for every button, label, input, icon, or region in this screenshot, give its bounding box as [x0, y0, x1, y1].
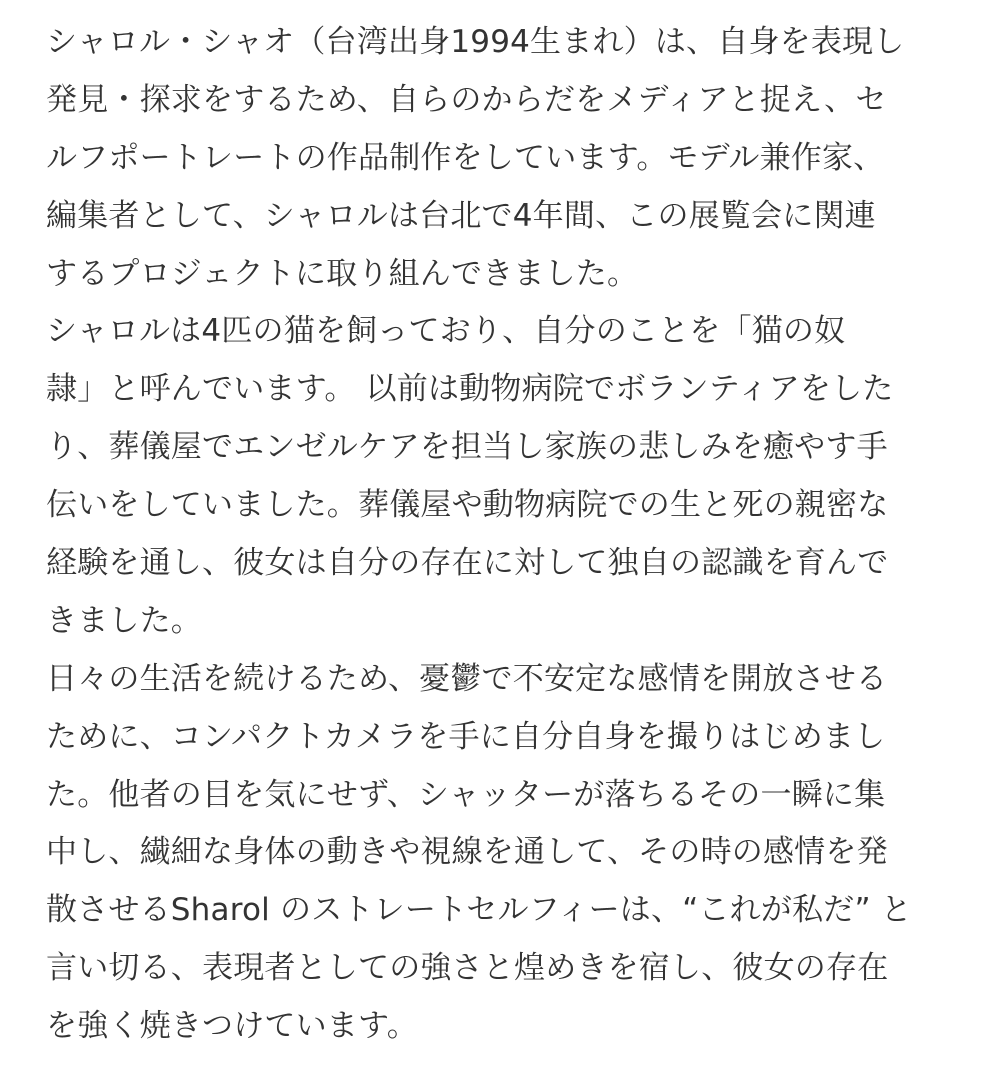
text-line: ルフポートレートの作品制作をしています。モデル兼作家、	[46, 139, 885, 176]
text-line: するプロジェクトに取り組んできました。	[46, 255, 639, 292]
article-body	[46, 14, 966, 1056]
text-line: 発見・探求をするため、自らのからだをメディアと捉え、セ	[46, 81, 887, 118]
paragraph-intro	[46, 14, 966, 303]
text-line: り、葬儀屋でエンゼルケアを担当し家族の悲しみを癒やす手	[46, 429, 888, 466]
text-line: きました。	[46, 602, 202, 639]
text-line: 日々の生活を続けるため、憂鬱で不安定な感情を開放させる	[46, 660, 888, 697]
text-line: 隷」と呼んでいます。 以前は動物病院でボランティアをした	[46, 371, 894, 408]
text-line: シャロルは4匹の猫を飼っており、自分のことを「猫の奴	[46, 313, 846, 350]
paragraph-selfie	[46, 651, 966, 1056]
paragraph-cats	[46, 303, 966, 650]
text-line: シャロル・シャオ（台湾出身1994生まれ）は、自身を表現し	[46, 24, 905, 60]
text-line: た。他者の目を気にせず、シャッターが落ちるその一瞬に集	[46, 776, 886, 813]
text-line: 伝いをしていました。葬儀屋や動物病院での生と死の親密な	[46, 487, 889, 524]
text-line: を強く焼きつけています。	[46, 1008, 418, 1045]
text-line: 言い切る、表現者としての強さと煌めきを宿し、彼女の存在	[46, 950, 889, 987]
text-line: 編集者として、シャロルは台北で4年間、この展覧会に関連	[46, 197, 876, 234]
text-line: 中し、繊細な身体の動きや視線を通して、その時の感情を発	[46, 834, 888, 871]
text-line: 経験を通し、彼女は自分の存在に対して独自の認識を育んで	[46, 545, 889, 582]
text-line: ために、コンパクトカメラを手に自分自身を撮りはじめまし	[46, 718, 886, 755]
text-line: 散させるSharol のストレートセルフィーは、“これが私だ” と	[46, 892, 912, 929]
